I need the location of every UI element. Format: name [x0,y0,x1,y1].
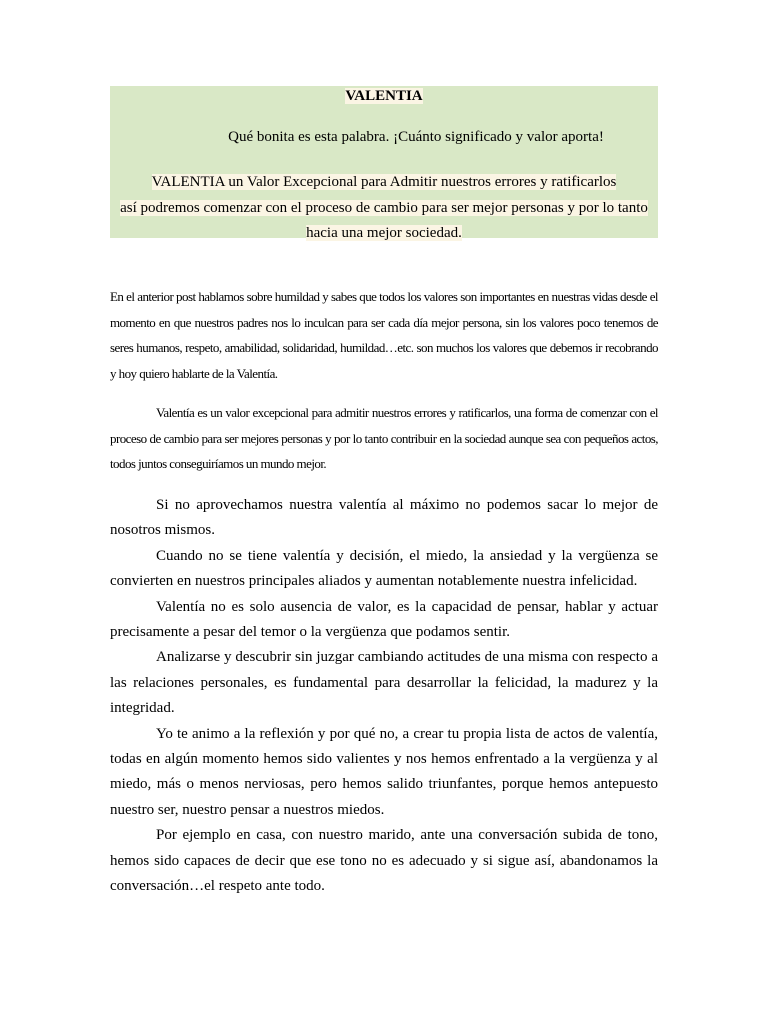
title-text: VALENTIA [345,88,423,104]
body-paragraph: Analizarse y descubrir sin juzgar cambiando actitudes de una misma con respecto a las relaciones personales, es fundamental para desarrollar la felicidad, la madurez y la integridad. [110,649,658,717]
body-paragraph: Si no aprovechamos nuestra valentía al máximo no podemos sacar lo mejor de nosotros mismos. [110,497,658,539]
body-paragraph: Yo te animo a la reflexión y por qué no, a crear tu propia lista de actos de valentía, todas en algún momento hemos sido valientes y nos hemos enfrentado a la vergüenza y al miedo, más o menos nerviosas, pero hemos salido triunfantes, porque hemos antepuesto nuestro ser, nuestro pensar a nuestros miedos. [110,725,658,818]
body-paragraph: Valentía no es solo ausencia de valor, es la capacidad de pensar, hablar y actuar precisamente a pesar del temor o la vergüenza que podamos sentir. [110,598,658,641]
document-title [110,87,658,105]
body-paragraphs [110,493,658,900]
definition-paragraph: Valentía es un valor excepcional para admitir nuestros errores y ratificarlos, una forma de comenzar con el proceso de cambio para ser mejores personas y por lo tanto contribuir en la sociedad aunque sea con pequeños actos, todos juntos conseguiríamos un mundo mejor. [110,405,658,471]
body-paragraph: Cuando no se tiene valentía y decisión, el miedo, la ansiedad y la vergüenza se convierten en nuestros principales aliados y aumentan notablemente nuestra infelicidad. [110,547,658,590]
intro-paragraph: En el anterior post hablamos sobre humildad y sabes que todos los valores son importantes en nuestras vidas desde el momento en que nuestros padres nos lo inculcan para ser cada día mejor persona, sin los valores poco tenemos de seres humanos, respeto, amabilidad, solidaridad, humildad…etc. son muchos los valores que debemos ir recobrando y hoy quiero hablarte de la Valentía. [110,289,658,381]
title-box [110,86,658,241]
body-paragraph: Por ejemplo en casa, con nuestro marido, ante una conversación subida de tono, hemos sido capaces de decir que ese tono no es adecuado y si sigue así, abandonamos la conversación…el respeto ante todo. [110,827,658,895]
tagline-line: hacia una mejor sociedad. [306,225,462,241]
tagline [110,170,658,247]
subtitle: Qué bonita es esta palabra. ¡Cuánto significado y valor aporta! [228,129,604,145]
tagline-line: VALENTIA un Valor Excepcional para Admitir nuestros errores y ratificarlos [151,174,617,190]
tagline-line: así podremos comenzar con el proceso de cambio para ser mejor personas y por lo tanto [120,199,648,216]
